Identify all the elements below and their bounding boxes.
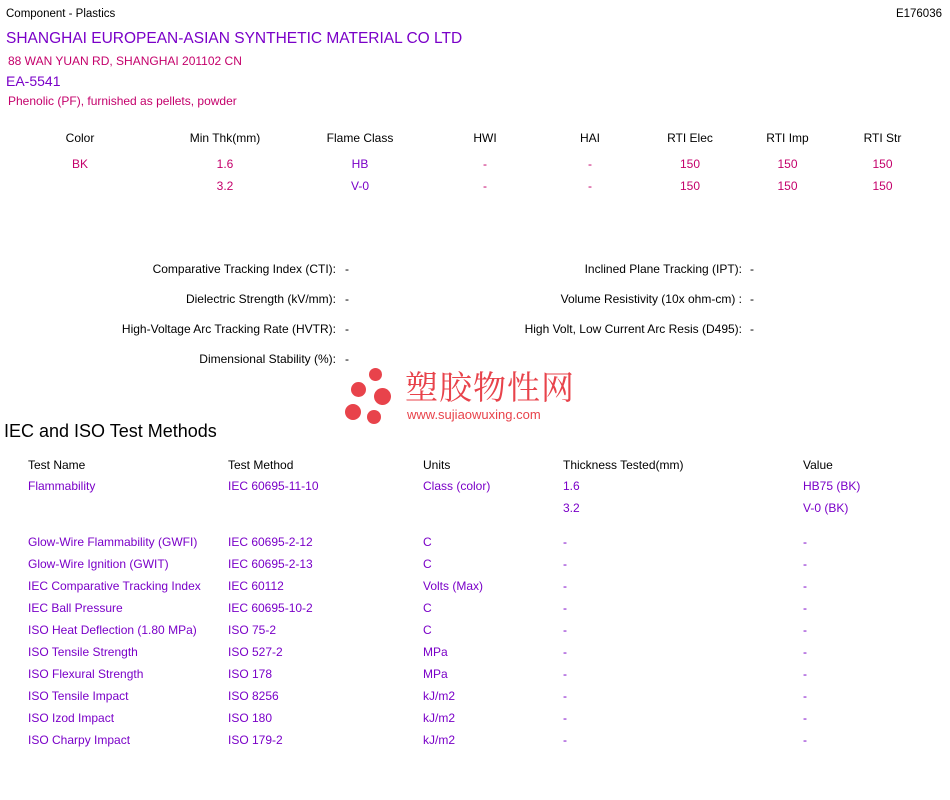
- methods-header-row: [0, 455, 950, 479]
- methods-cell-value: V-0 (BK): [803, 501, 849, 515]
- dielectric-strength-value: -: [345, 292, 349, 306]
- ratings-cell-rti-str: 150: [872, 157, 893, 171]
- methods-cell-thickness: -: [563, 623, 567, 637]
- methods-col-thickness: Thickness Tested(mm): [563, 458, 684, 472]
- ratings-cell-hai: -: [588, 157, 592, 171]
- table-row: [0, 689, 950, 711]
- ratings-section: [0, 131, 950, 201]
- methods-cell-method: ISO 75-2: [228, 623, 277, 637]
- test-methods-table: [0, 455, 950, 755]
- table-row: [0, 579, 950, 601]
- methods-cell-thickness: -: [563, 667, 567, 681]
- ratings-cell-hai: -: [588, 179, 592, 193]
- methods-cell-units: kJ/m2: [423, 733, 456, 747]
- ratings-col-hwi: HWI: [473, 131, 497, 145]
- table-row: [0, 157, 930, 179]
- methods-cell-method: IEC 60695-11-10: [228, 479, 319, 493]
- cti-label: Comparative Tracking Index (CTI):: [152, 262, 336, 276]
- methods-cell-name: ISO Heat Deflection (1.80 MPa): [28, 623, 197, 637]
- ratings-col-rti-elec: RTI Elec: [667, 131, 713, 145]
- methods-cell-units: C: [423, 623, 432, 637]
- methods-cell-name: IEC Ball Pressure: [28, 601, 123, 615]
- ratings-col-flame-class: Flame Class: [326, 131, 394, 145]
- ratings-cell-thk: 3.2: [216, 179, 234, 193]
- volume-resistivity-label: Volume Resistivity (10x ohm-cm) :: [560, 292, 742, 306]
- table-row: [0, 601, 950, 623]
- methods-cell-thickness: -: [563, 689, 567, 703]
- ratings-col-rti-str: RTI Str: [863, 131, 902, 145]
- methods-col-units: Units: [423, 458, 451, 472]
- dimensional-stability-value: -: [345, 352, 349, 366]
- table-spacer: [0, 523, 950, 535]
- electrical-properties-section: [0, 262, 950, 382]
- methods-cell-value: -: [803, 711, 807, 725]
- methods-cell-units: kJ/m2: [423, 711, 456, 725]
- methods-cell-value: -: [803, 667, 807, 681]
- ratings-cell-color: BK: [71, 157, 88, 171]
- methods-cell-name: Glow-Wire Flammability (GWFI): [28, 535, 198, 549]
- methods-cell-units: Class (color): [423, 479, 491, 493]
- property-row: [0, 292, 950, 322]
- dielectric-strength-label: Dielectric Strength (kV/mm):: [185, 292, 336, 306]
- table-row: [0, 535, 950, 557]
- methods-cell-value: -: [803, 579, 807, 593]
- methods-cell-thickness: -: [563, 557, 567, 571]
- methods-cell-name: ISO Flexural Strength: [28, 667, 144, 681]
- ratings-cell-hwi: -: [483, 179, 487, 193]
- methods-cell-thickness: -: [563, 601, 567, 615]
- methods-cell-value: -: [803, 733, 807, 747]
- dimensional-stability-label: Dimensional Stability (%):: [199, 352, 336, 366]
- watermark-url: www.sujiaowuxing.com: [407, 407, 541, 422]
- methods-cell-thickness: -: [563, 579, 567, 593]
- ratings-cell-hwi: -: [483, 157, 487, 171]
- material-designation: EA-5541: [6, 73, 61, 89]
- methods-cell-thickness: 3.2: [563, 501, 580, 515]
- d495-value: -: [750, 322, 754, 336]
- methods-cell-thickness: -: [563, 645, 567, 659]
- ratings-header-row: [0, 131, 930, 157]
- table-row: [0, 711, 950, 733]
- methods-cell-thickness: -: [563, 535, 567, 549]
- methods-cell-name: Glow-Wire Ignition (GWIT): [28, 557, 169, 571]
- table-row: [0, 557, 950, 579]
- file-number: E176036: [895, 8, 942, 20]
- property-row: [0, 262, 950, 292]
- methods-cell-method: ISO 8256: [228, 689, 279, 703]
- watermark-brand-text: 塑胶物性网: [405, 368, 575, 407]
- ratings-table: [0, 131, 930, 201]
- ratings-cell-flame: V-0: [350, 179, 369, 193]
- methods-cell-value: -: [803, 557, 807, 571]
- methods-cell-name: ISO Izod Impact: [28, 711, 115, 725]
- methods-cell-method: ISO 527-2: [228, 645, 283, 659]
- cti-value: -: [345, 262, 349, 276]
- test-methods-section: [0, 455, 950, 755]
- material-description: Phenolic (PF), furnished as pellets, powder: [8, 94, 237, 108]
- methods-cell-method: ISO 180: [228, 711, 273, 725]
- ratings-col-color: Color: [65, 131, 95, 145]
- ratings-cell-thk: 1.6: [216, 157, 234, 171]
- methods-cell-units: MPa: [423, 645, 448, 659]
- methods-cell-value: -: [803, 535, 807, 549]
- methods-cell-method: IEC 60695-10-2: [228, 601, 313, 615]
- ratings-cell-rti-imp: 150: [777, 157, 798, 171]
- ratings-cell-flame: HB: [351, 157, 369, 171]
- table-row: [0, 733, 950, 755]
- table-row: [0, 501, 950, 523]
- methods-cell-name: Flammability: [28, 479, 96, 493]
- property-row: [0, 352, 950, 382]
- d495-label: High Volt, Low Current Arc Resis (D495):: [524, 322, 742, 336]
- methods-cell-name: ISO Charpy Impact: [28, 733, 131, 747]
- methods-cell-thickness: -: [563, 733, 567, 747]
- ratings-col-min-thk: Min Thk(mm): [189, 131, 261, 145]
- table-row: [0, 623, 950, 645]
- ratings-cell-color: [0, 179, 160, 201]
- methods-cell-value: -: [803, 623, 807, 637]
- page-title: IEC and ISO Test Methods: [4, 421, 217, 441]
- methods-cell-thickness: -: [563, 711, 567, 725]
- ratings-cell-rti-elec: 150: [679, 179, 701, 193]
- ratings-col-hai: HAI: [579, 131, 600, 145]
- ratings-cell-rti-str: 150: [872, 179, 893, 193]
- table-row: [0, 179, 930, 201]
- ipt-label: Inclined Plane Tracking (IPT):: [584, 262, 742, 276]
- methods-cell-value: HB75 (BK): [803, 479, 861, 493]
- property-row: [0, 322, 950, 352]
- table-row: [0, 667, 950, 689]
- methods-cell-units: C: [423, 601, 432, 615]
- company-name: SHANGHAI EUROPEAN-ASIAN SYNTHETIC MATERIAL CO LTD: [6, 30, 463, 47]
- methods-cell-units: C: [423, 557, 432, 571]
- methods-cell-name: ISO Tensile Strength: [28, 645, 138, 659]
- table-row: [0, 645, 950, 667]
- methods-cell-method: IEC 60695-2-12: [228, 535, 313, 549]
- methods-cell-method: [228, 501, 423, 523]
- methods-cell-method: ISO 179-2: [228, 733, 283, 747]
- ratings-cell-rti-elec: 150: [679, 157, 701, 171]
- methods-cell-name: ISO Tensile Impact: [28, 689, 129, 703]
- methods-cell-units: MPa: [423, 667, 448, 681]
- methods-cell-units: [423, 501, 563, 523]
- ratings-cell-rti-imp: 150: [777, 179, 798, 193]
- methods-cell-units: C: [423, 535, 432, 549]
- ipt-value: -: [750, 262, 754, 276]
- methods-cell-method: ISO 178: [228, 667, 273, 681]
- methods-cell-method: IEC 60112: [228, 579, 284, 593]
- hvtr-label: High-Voltage Arc Tracking Rate (HVTR):: [121, 322, 336, 336]
- component-category-label: Component - Plastics: [6, 8, 116, 20]
- ratings-col-rti-imp: RTI Imp: [766, 131, 809, 145]
- methods-cell-method: IEC 60695-2-13: [228, 557, 313, 571]
- table-row: [0, 479, 950, 501]
- company-address: 88 WAN YUAN RD, SHANGHAI 201102 CN: [8, 54, 242, 68]
- methods-cell-units: Volts (Max): [423, 579, 484, 593]
- methods-col-test-name: Test Name: [28, 458, 86, 472]
- methods-cell-units: kJ/m2: [423, 689, 456, 703]
- hvtr-value: -: [345, 322, 349, 336]
- methods-cell-value: -: [803, 645, 807, 659]
- methods-cell-name: [0, 501, 228, 523]
- methods-cell-name: IEC Comparative Tracking Index: [28, 579, 201, 593]
- methods-cell-value: -: [803, 601, 807, 615]
- methods-cell-value: -: [803, 689, 807, 703]
- methods-col-test-method: Test Method: [228, 458, 294, 472]
- methods-col-value: Value: [803, 458, 833, 472]
- volume-resistivity-value: -: [750, 292, 754, 306]
- methods-cell-thickness: 1.6: [563, 479, 580, 493]
